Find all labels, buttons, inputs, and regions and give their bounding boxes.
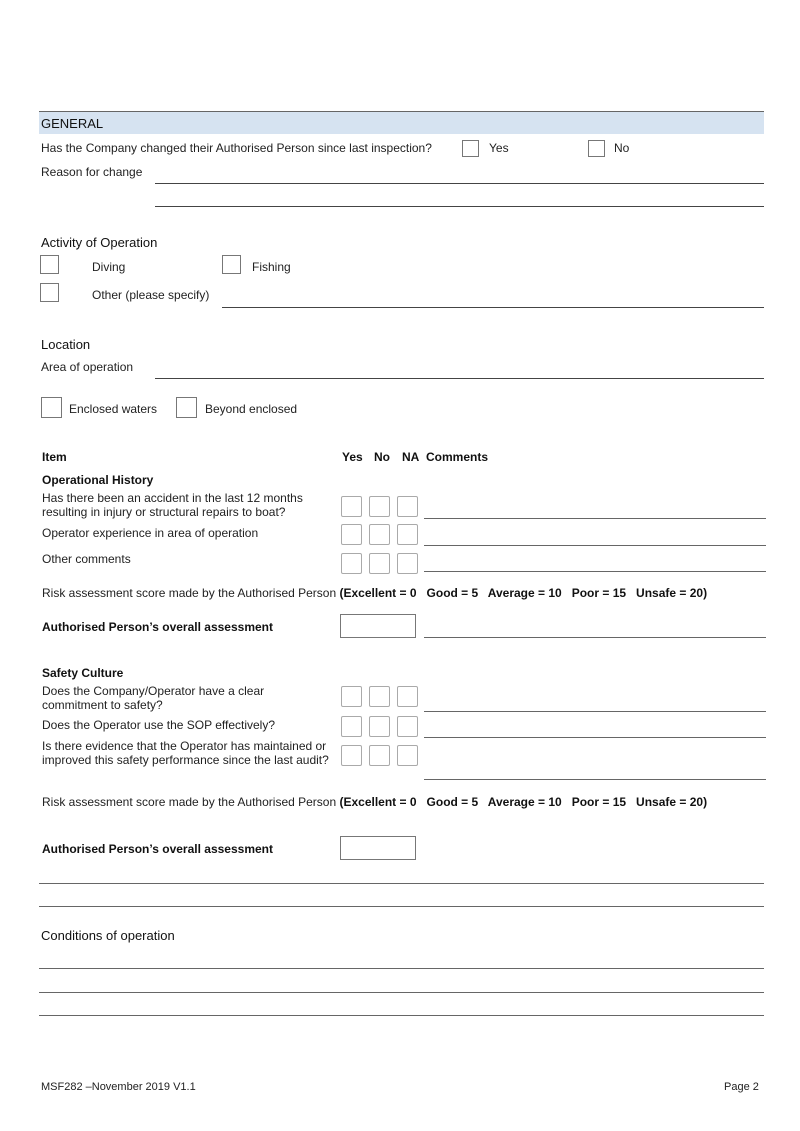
sc-risk-assessment-line bbox=[42, 795, 707, 809]
conditions-line-1[interactable] bbox=[39, 968, 764, 969]
enclosed-waters-label: Enclosed waters bbox=[69, 402, 158, 416]
oh-q2-comment-line[interactable] bbox=[424, 545, 766, 546]
activity-heading: Activity of Operation bbox=[41, 235, 158, 250]
no-column-header: No bbox=[374, 450, 390, 464]
comments-column-header: Comments bbox=[426, 450, 489, 464]
location-heading: Location bbox=[41, 337, 91, 352]
oh-overall-score-box[interactable] bbox=[340, 614, 416, 638]
beyond-enclosed-checkbox[interactable] bbox=[176, 397, 197, 418]
other-activity-checkbox[interactable] bbox=[40, 283, 59, 302]
footer-page-number: Page 2 bbox=[724, 1081, 759, 1093]
reason-label: Reason for change bbox=[41, 165, 143, 179]
general-heading: GENERAL bbox=[41, 116, 104, 131]
conditions-line-3[interactable] bbox=[39, 1015, 764, 1016]
sc-question-sop: Does the Operator use the SOP effectively? bbox=[42, 718, 276, 732]
changed-yes-checkbox[interactable] bbox=[462, 140, 479, 157]
beyond-enclosed-label: Beyond enclosed bbox=[205, 402, 298, 416]
oh-q2-no-checkbox[interactable] bbox=[369, 524, 390, 545]
sc-q3-no-checkbox[interactable] bbox=[369, 745, 390, 766]
oh-q1-comment-line[interactable] bbox=[424, 518, 766, 519]
oh-question-other: Other comments bbox=[42, 552, 131, 566]
sc-q3-comment-line[interactable] bbox=[424, 779, 766, 780]
oh-risk-scale: (Excellent = 0 Good = 5 Average = 10 Poor = 15 Unsafe = 20) bbox=[339, 586, 708, 600]
sc-q3-na-checkbox[interactable] bbox=[397, 745, 418, 766]
oh-risk-prefix: Risk assessment score made by the Authorised Person bbox=[42, 586, 340, 600]
oh-q3-na-checkbox[interactable] bbox=[397, 553, 418, 574]
footer-form-id: MSF282 –November 2019 V1.1 bbox=[41, 1081, 196, 1093]
oh-q1-na-checkbox[interactable] bbox=[397, 496, 418, 517]
oh-q2-na-checkbox[interactable] bbox=[397, 524, 418, 545]
authorised-person-question: Has the Company changed their Authorised Person since last inspection? bbox=[41, 141, 432, 155]
sc-overall-assessment-label: Authorised Person’s overall assessment bbox=[42, 842, 273, 856]
sc-q1-na-checkbox[interactable] bbox=[397, 686, 418, 707]
oh-overall-assessment-label: Authorised Person’s overall assessment bbox=[42, 620, 273, 634]
conditions-line-2[interactable] bbox=[39, 992, 764, 993]
area-of-operation-line[interactable] bbox=[155, 378, 764, 379]
fishing-label: Fishing bbox=[252, 260, 291, 274]
oh-question-experience: Operator experience in area of operation bbox=[42, 526, 259, 540]
sc-q2-no-checkbox[interactable] bbox=[369, 716, 390, 737]
sc-q1-no-checkbox[interactable] bbox=[369, 686, 390, 707]
sc-q1-comment-line[interactable] bbox=[424, 711, 766, 712]
oh-risk-assessment-line bbox=[42, 586, 707, 600]
diving-label: Diving bbox=[92, 260, 126, 274]
changed-yes-label: Yes bbox=[489, 141, 509, 155]
changed-no-label: No bbox=[614, 141, 630, 155]
area-of-operation-label: Area of operation bbox=[41, 360, 134, 374]
sc-notes-line-1[interactable] bbox=[39, 883, 764, 884]
fishing-checkbox[interactable] bbox=[222, 255, 241, 274]
oh-question-accident: Has there been an accident in the last 12 months resulting in injury or structural repairs to boat? bbox=[42, 491, 303, 519]
na-column-header: NA bbox=[402, 450, 420, 464]
reason-line-2[interactable] bbox=[155, 206, 764, 207]
sc-q3-yes-checkbox[interactable] bbox=[341, 745, 362, 766]
sc-q2-na-checkbox[interactable] bbox=[397, 716, 418, 737]
other-activity-line[interactable] bbox=[222, 307, 764, 308]
operational-history-heading: Operational History bbox=[42, 473, 154, 487]
sc-q2-comment-line[interactable] bbox=[424, 737, 766, 738]
reason-line-1[interactable] bbox=[155, 183, 764, 184]
yes-column-header: Yes bbox=[342, 450, 363, 464]
oh-overall-comment-line[interactable] bbox=[424, 637, 766, 638]
diving-checkbox[interactable] bbox=[40, 255, 59, 274]
safety-culture-heading: Safety Culture bbox=[42, 666, 124, 680]
oh-q3-no-checkbox[interactable] bbox=[369, 553, 390, 574]
oh-q1-no-checkbox[interactable] bbox=[369, 496, 390, 517]
sc-notes-line-2[interactable] bbox=[39, 906, 764, 907]
conditions-heading: Conditions of operation bbox=[41, 928, 175, 943]
oh-q3-comment-line[interactable] bbox=[424, 571, 766, 572]
sc-question-commitment: Does the Company/Operator have a clear commitment to safety? bbox=[42, 684, 265, 712]
changed-no-checkbox[interactable] bbox=[588, 140, 605, 157]
enclosed-waters-checkbox[interactable] bbox=[41, 397, 62, 418]
sc-q2-yes-checkbox[interactable] bbox=[341, 716, 362, 737]
oh-q2-yes-checkbox[interactable] bbox=[341, 524, 362, 545]
sc-risk-prefix: Risk assessment score made by the Authorised Person bbox=[42, 795, 340, 809]
sc-question-evidence: Is there evidence that the Operator has maintained or improved this safety performance since the last audit? bbox=[42, 739, 329, 767]
item-column-header: Item bbox=[42, 450, 67, 464]
oh-q3-yes-checkbox[interactable] bbox=[341, 553, 362, 574]
sc-overall-score-box[interactable] bbox=[340, 836, 416, 860]
oh-q1-yes-checkbox[interactable] bbox=[341, 496, 362, 517]
sc-q1-yes-checkbox[interactable] bbox=[341, 686, 362, 707]
other-activity-label: Other (please specify) bbox=[92, 288, 210, 302]
general-section-header bbox=[39, 111, 764, 134]
sc-risk-scale: (Excellent = 0 Good = 5 Average = 10 Poor = 15 Unsafe = 20) bbox=[339, 795, 708, 809]
